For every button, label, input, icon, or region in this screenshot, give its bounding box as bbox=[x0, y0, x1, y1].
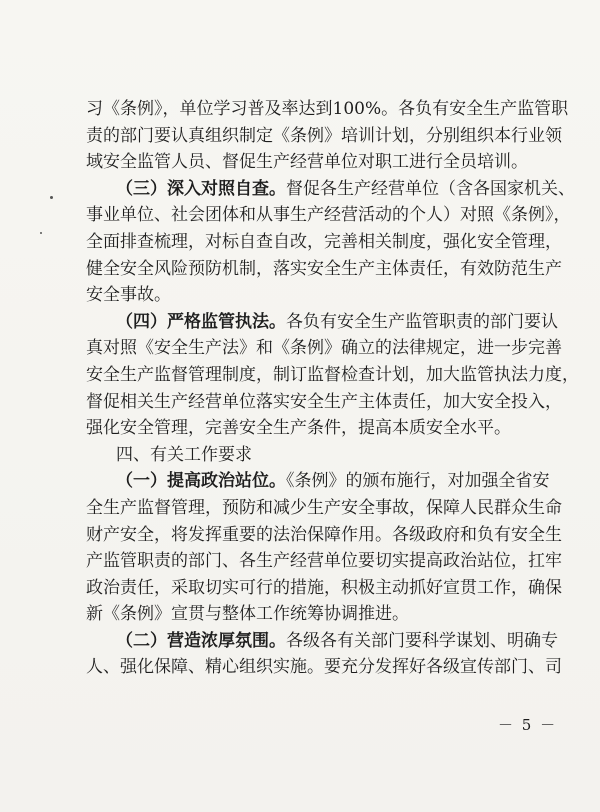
body-line: 全面排查梳理，对标自查自改，完善相关制度，强化安全管理， bbox=[86, 231, 562, 252]
section-heading-2: （二）营造浓厚氛围。 bbox=[116, 630, 286, 651]
section-heading-1: （一）提高政治站位。 bbox=[116, 471, 286, 492]
section-heading-3: （三）深入对照自查。 bbox=[116, 178, 286, 199]
body-line: 新《条例》宣贯与整体工作统筹协调推进。 bbox=[86, 604, 409, 625]
paragraph-3 bbox=[86, 176, 575, 203]
body-line: 督促相关生产经营单位落实安全生产主体责任，加大安全投入， bbox=[86, 391, 562, 412]
body-line: 习《条例》，单位学习普及率达到100%。各负有安全生产监管职 bbox=[86, 99, 569, 119]
body-line: 政治责任，采取切实可行的措施，积极主动抓好宣贯工作，确保 bbox=[86, 577, 562, 598]
body-line: 责的部门要认真组织制定《条例》培训计划，分别组织本行业领 bbox=[86, 125, 562, 146]
body-line: 安全事故。 bbox=[86, 285, 171, 306]
paragraph-text: 督促各生产经营单位（含各国家机关、 bbox=[286, 178, 575, 199]
body-line: 人、强化保障、精心组织实施。要充分发挥好各级宣传部门、司 bbox=[86, 657, 562, 678]
scan-speck bbox=[40, 232, 42, 234]
paragraph-2 bbox=[86, 628, 558, 655]
chapter-heading: 四、有关工作要求 bbox=[116, 444, 252, 465]
paragraph-text: 各级各有关部门要科学谋划、明确专 bbox=[286, 630, 558, 651]
body-line: 域安全监管人员、督促生产经营单位对职工进行全员培训。 bbox=[86, 152, 528, 173]
body-line: 全生产监督管理，预防和减少生产安全事故，保障人民群众生命 bbox=[86, 497, 562, 518]
page-number: － 5 － bbox=[498, 716, 558, 734]
body-line: 强化安全管理，完善安全生产条件，提高本质安全水平。 bbox=[86, 418, 511, 439]
scan-speck bbox=[50, 196, 53, 199]
section-heading-4: （四）严格监管执法。 bbox=[116, 311, 286, 332]
paragraph-4 bbox=[86, 309, 558, 336]
body-line: 财产安全，将发挥重要的法治保障作用。各级政府和负有安全生 bbox=[86, 524, 562, 545]
body-line: 产监管职责的部门、各生产经营单位要切实提高政治站位，扛牢 bbox=[86, 551, 562, 572]
body-line: 真对照《安全生产法》和《条例》确立的法律规定，进一步完善 bbox=[86, 338, 562, 359]
document-body bbox=[86, 96, 579, 681]
paragraph-text: 《条例》的颁布施行，对加强全省安 bbox=[286, 471, 550, 492]
body-line: 健全安全风险预防机制，落实安全生产主体责任，有效防范生产 bbox=[86, 258, 562, 279]
body-line: 事业单位、社会团体和从事生产经营活动的个人）对照《条例》， bbox=[86, 205, 571, 226]
paragraph-text: 各负有安全生产监管职责的部门要认 bbox=[286, 311, 558, 332]
paragraph-1 bbox=[86, 468, 550, 495]
body-line: 安全生产监督管理制度，制订监督检查计划，加大监管执法力度， bbox=[86, 364, 579, 385]
